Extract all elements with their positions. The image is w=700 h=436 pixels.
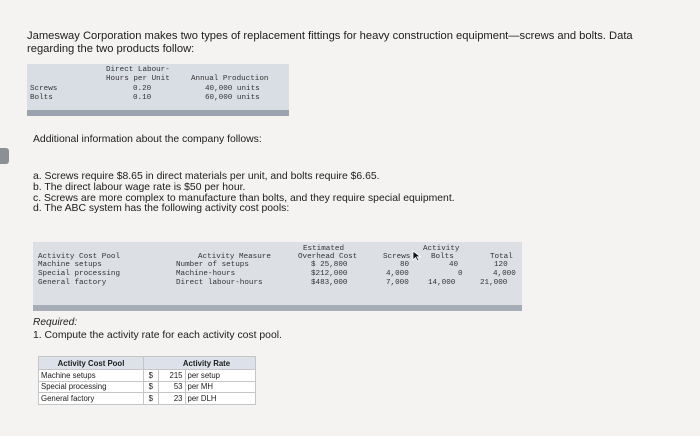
row-pool: General factory [38,279,107,287]
dollar-sign: $ [144,370,159,382]
table-divider [33,305,522,311]
side-panel-tab[interactable] [0,148,9,164]
answer-header-pool: Activity Cost Pool [39,357,144,370]
header-bolts: Bolts [431,253,454,261]
row-cost: $212,000 [311,270,348,278]
row-total: 4,000 [493,270,516,278]
answer-header-rate: Activity Rate [158,357,256,370]
list-item: a. Screws require $8.65 in direct materials per unit, and bolts require $6.65. [33,171,380,182]
row-cost: $ 25,800 [311,261,348,269]
row-total: 120 [494,261,508,269]
rate-unit: per MH [185,381,256,393]
header-estimated: Estimated [303,245,345,253]
list-item: b. The direct labour wage rate is $50 per hour. [33,181,246,193]
rate-input[interactable]: 215 [158,370,185,382]
rate-unit: per DLH [185,393,256,405]
row-production: 60,000 units [205,94,260,102]
row-bolts: 14,000 [428,279,456,287]
row-screws: 4,000 [386,270,409,278]
dollar-sign: $ [144,393,159,405]
header-screws: Screws [383,253,411,261]
answer-pool: General factory [39,393,144,405]
rate-unit: per setup [185,370,256,382]
row-hours: 0.10 [133,94,152,102]
row-cost: $483,000 [311,279,348,287]
question-1: 1. Compute the activity rate for each activity cost pool. [33,330,282,341]
intro-text: Jamesway Corporation makes two types of replacement fittings for heavy construction equipment—screws and bolts. Data regarding the two products follow: [27,30,633,55]
answer-table [38,356,256,405]
product-table [27,64,289,114]
required-label: Required: [33,317,78,328]
row-screws: 7,000 [386,279,409,287]
answer-pool: Machine setups [39,370,144,382]
row-hours: 0.20 [133,85,152,93]
row-pool: Machine setups [38,261,102,269]
header-production: Annual Production [191,75,269,83]
row-screws: 80 [400,261,410,269]
list-item: d. The ABC system has the following activity cost pools: [33,203,290,215]
activity-table [33,242,522,305]
row-measure: Direct labour-hours [176,279,263,287]
header-activity: Activity [423,245,460,253]
row-name: Screws [30,85,58,93]
row-name: Bolts [30,94,53,102]
dollar-sign: $ [144,381,159,393]
row-production: 40,000 units [205,85,260,93]
header-overhead: Overhead Cost [298,253,358,261]
header-pool: Activity Cost Pool [38,253,121,261]
header-measure: Activity Measure [198,253,271,261]
header-dlh-line2: Hours per Unit [106,75,170,83]
header-dlh-line1: Direct Labour- [106,66,170,74]
answer-pool: Special processing [39,381,144,393]
info-list [33,172,455,215]
rate-input[interactable]: 53 [158,381,185,393]
mouse-cursor-icon [412,250,422,262]
header-total: Total [490,253,513,261]
list-item: c. Screws are more complex to manufacture than bolts, and they require special equipment. [33,192,455,204]
additional-info: Additional information about the company follows: [33,134,262,145]
row-measure: Number of setups [176,261,249,269]
row-bolts: 0 [458,270,463,278]
row-pool: Special processing [38,270,121,278]
table-row [39,393,256,405]
table-row [39,370,256,382]
row-bolts: 40 [449,261,459,269]
table-divider [27,110,289,116]
row-measure: Machine-hours [176,270,236,278]
rate-input[interactable]: 23 [158,393,185,405]
table-row [39,381,256,393]
answer-header-spacer [144,357,159,370]
row-total: 21,000 [480,279,508,287]
